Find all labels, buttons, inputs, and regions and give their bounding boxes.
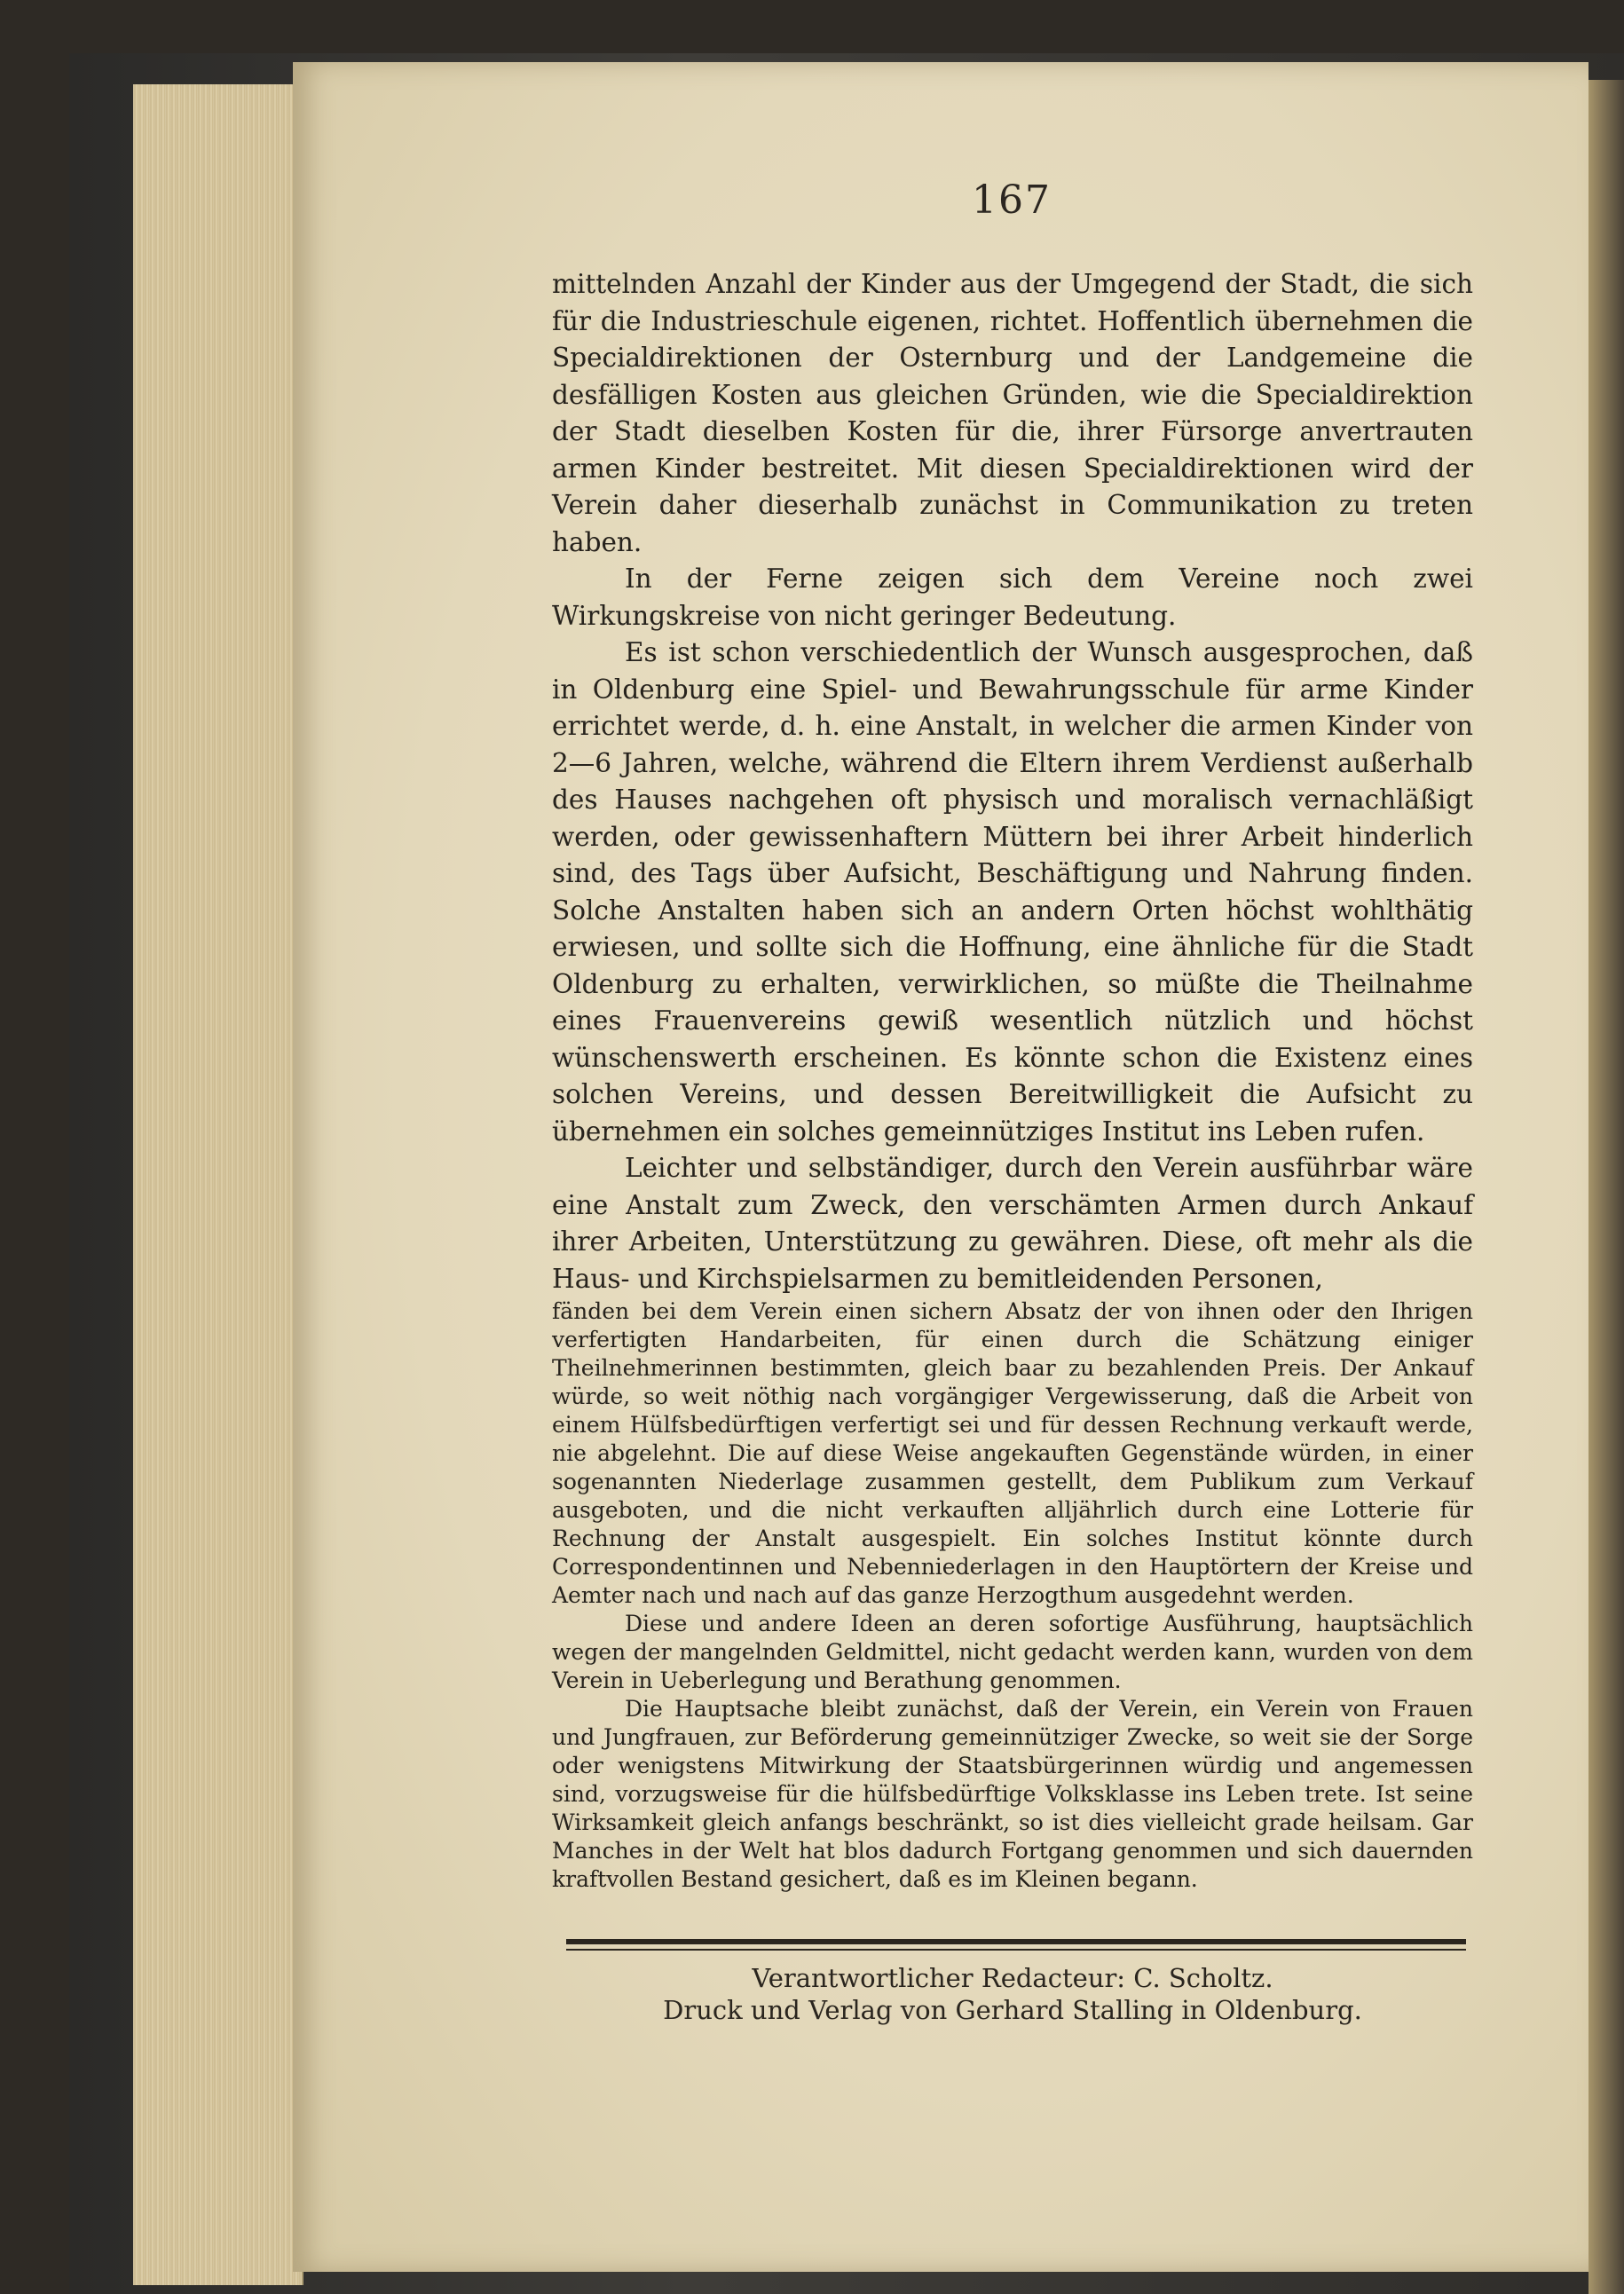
imprint-publisher: Druck und Verlag von Gerhard Stalling in Oldenburg. — [663, 1995, 1362, 2025]
facing-page-edge — [1589, 80, 1624, 2294]
paragraph-hauptsache: Die Hauptsache bleibt zunächst, daß der Verein, ein Verein von Frauen und Jungfrauen, zur Beförderung gemeinnütziger Zwecke, so weit sie der Sorge oder wenigstens Mitwirkung der Staatsbürgerinnen würdig und angemessen sind, vorzugsweise für die hülfsbedürftige Volksklasse ins Leben trete. Ist seine Wirksamkeit gleich anfangs beschränkt, so ist dies vielleicht grade heilsam. Gar Manches in der Welt hat blos dadurch Fortgang genommen und sich dauernden kraftvollen Bestand gesichert, daß es im Kleinen begann. — [552, 1696, 1473, 1892]
paragraph-wirkungskreise: In der Ferne zeigen sich dem Vereine noch zwei Wirkungskreise von nicht geringer Bedeutung. — [552, 564, 1473, 631]
divider-thin — [566, 1949, 1466, 1951]
page-edges — [133, 84, 304, 2285]
paragraph-ideen: Diese und andere Ideen an deren sofortige Ausführung, hauptsächlich wegen der mangelnden Geldmittel, nicht gedacht werden kann, wurden von dem Verein in Ueberlegung und Berathung genommen. — [552, 1611, 1473, 1693]
paragraph-continuation: mittelnden Anzahl der Kinder aus der Umgegend der Stadt, die sich für die Industrieschule eigenen, richtet. Hoffentlich übernehmen die Specialdirektionen der Osternburg und der Landgemeine die desfälligen Kosten aus gleichen Gründen, wie die Specialdirektion der Stadt dieselben Kosten für die, ihrer Fürsorge anvertrauten armen Kinder bestreitet. Mit diesen Specialdirektionen wird der Verein daher dieserhalb zunächst in Communikation zu treten haben. — [552, 269, 1473, 557]
divider-thick — [566, 1939, 1466, 1944]
paragraph-ankauf: fänden bei dem Verein einen sichern Absatz der von ihnen oder den Ihrigen verfertigten Handarbeiten, für einen durch die Schätzung einiger Theilnehmerinnen bestimmten, gleich baar zu bezahlenden Preis. Der Ankauf würde, so weit nöthig nach vorgängiger Vergewisserung, daß die Arbeit von einem Hülfsbedürftigen verfertigt sei und für dessen Rechnung verkauft werde, nie abgelehnt. Die auf diese Weise angekauften Gegenstände würden, in einer sogenannten Niederlage zusammen gestellt, dem Publikum zum Verkauf ausgeboten, und die nicht verkauften alljährlich durch eine Lotterie für Rechnung der Anstalt ausgespielt. Ein solches Institut könnte durch Correspondentinnen und Nebenniederlagen in den Hauptörtern der Kreise und Aemter nach und nach auf das ganze Herzogthum ausgedehnt werden. — [552, 1298, 1473, 1608]
page-number: 167 — [972, 177, 1052, 223]
body-text — [552, 266, 1473, 1894]
paragraph-verschaemte-armen: Leichter und selbständiger, durch den Verein ausführbar wäre eine Anstalt zum Zweck, den verschämten Armen durch Ankauf ihrer Arbeiten, Unterstützung zu gewähren. Diese, oft mehr als die Haus- und Kirchspielsarmen zu bemitleidenden Personen, — [552, 1153, 1473, 1294]
paragraph-bewahrungsschule: Es ist schon verschiedentlich der Wunsch ausgesprochen, daß in Oldenburg eine Spiel- und Bewahrungsschule für arme Kinder errichtet werde, d. h. eine Anstalt, in welcher die armen Kinder von 2—6 Jahren, welche, während die Eltern ihrem Verdienst außerhalb des Hauses nachgehen oft physisch und moralisch vernachläßigt werden, oder gewissenhaftern Müttern bei ihrer Arbeit hinderlich sind, des Tags über Aufsicht, Beschäftigung und Nahrung finden. Solche Anstalten haben sich an andern Orten höchst wohlthätig erwiesen, und sollte sich die Hoffnung, eine ähnliche für die Stadt Oldenburg zu erhalten, verwirklichen, so müßte die Theilnahme eines Frauenvereins gewiß wesentlich nützlich und höchst wünschenswerth erscheinen. Es könnte schon die Existenz eines solchen Vereins, und dessen Bereitwilligkeit die Aufsicht zu übernehmen ein solches gemeinnütziges Institut ins Leben rufen. — [552, 637, 1473, 1147]
imprint-editor: Verantwortlicher Redacteur: C. Scholtz. — [752, 1963, 1273, 1993]
